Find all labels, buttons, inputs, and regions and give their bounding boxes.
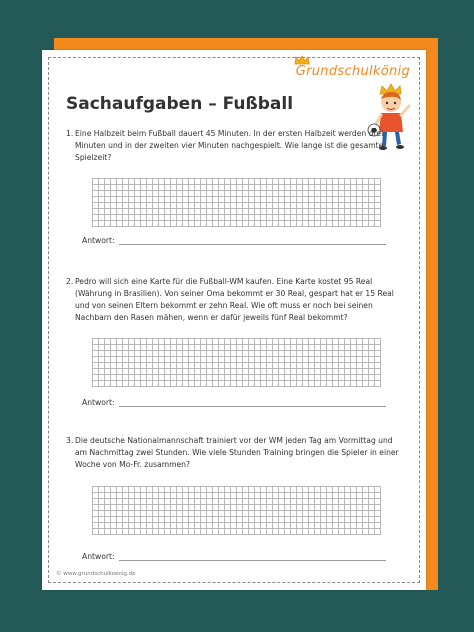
- calculation-grid[interactable]: [92, 338, 381, 387]
- crown-icon: [294, 55, 310, 65]
- answer-line[interactable]: [119, 236, 387, 245]
- answer-label: Antwort:: [82, 398, 115, 407]
- question-text: Eine Halbzeit beim Fußball dauert 45 Minuten. In der ersten Halbzeit werden drei Minuten und in der zweiten vier Minuten nachgespielt. Wie lange ist die gesamte Spielzeit?: [75, 129, 384, 162]
- question-1: [66, 128, 400, 164]
- calculation-grid[interactable]: [92, 178, 381, 227]
- calculation-grid[interactable]: [92, 486, 381, 535]
- question-number: 2.: [66, 277, 74, 286]
- copyright-notice: © www.grundschulkoenig.de: [56, 571, 136, 577]
- answer-label: Antwort:: [82, 236, 115, 245]
- answer-row: [82, 552, 386, 561]
- question-number: 3.: [66, 436, 74, 445]
- question-3: [66, 435, 400, 471]
- brand-logo: [296, 64, 410, 79]
- question-text: Die deutsche Nationalmannschaft trainiert vor der WM jeden Tag am Vormittag und am Nachmittag zwei Stunden. Wie viele Stunden Training bringen die Spieler in einer Woche von Mo-Fr. zusammen?: [75, 436, 399, 469]
- worksheet: [42, 50, 426, 590]
- question-text: Pedro will sich eine Karte für die Fußball-WM kaufen. Eine Karte kostet 95 Real (Währung in Brasilien). Von seiner Oma bekommt er 30 Real, gespart hat er 15 Real und von seinen Eltern bekommt er zehn Real. Wie oft muss er noch bei seinen Nachbarn den Rasen mähen, wenn er dafür jeweils fünf Real bekommt?: [75, 277, 394, 322]
- answer-row: [82, 398, 386, 407]
- answer-line[interactable]: [119, 398, 387, 407]
- page-title: Sachaufgaben – Fußball: [66, 94, 294, 114]
- brand-name: Grundschulkönig: [295, 64, 410, 79]
- answer-line[interactable]: [119, 552, 387, 561]
- question-2: [66, 276, 400, 324]
- answer-label: Antwort:: [82, 552, 115, 561]
- answer-row: [82, 236, 386, 245]
- question-number: 1.: [66, 129, 74, 138]
